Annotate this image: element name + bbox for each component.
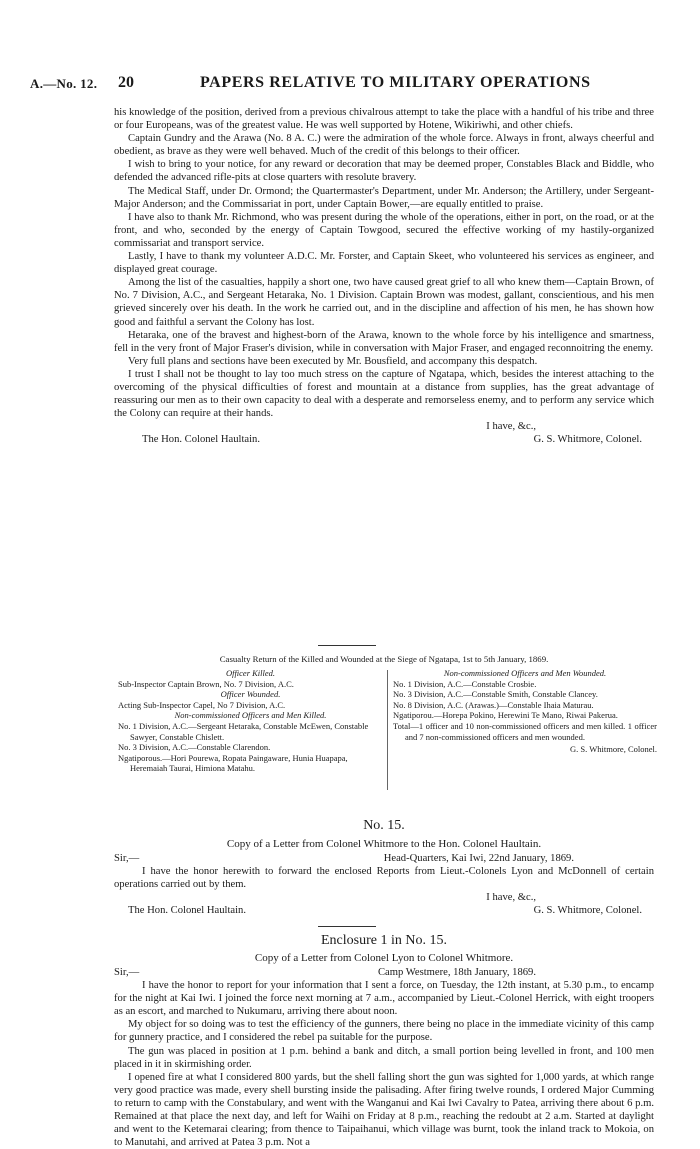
- signature: G. S. Whitmore, Colonel.: [533, 905, 642, 917]
- document-reference: A.—No. 12.: [30, 76, 98, 91]
- page-title: PAPERS RELATIVE TO MILITARY OPERATIONS: [200, 74, 591, 91]
- casualty-entry: Sub-Inspector Captain Brown, No. 7 Division, A.C.: [118, 678, 294, 689]
- section-divider: [318, 926, 376, 927]
- casualty-entry: No. 3 Division, A.C.—Constable Clarendon.: [118, 742, 271, 753]
- closing-row: [114, 433, 654, 446]
- body-paragraph: Lastly, I have to thank my volunteer A.D.C. Mr. Forster, and Captain Skeet, who volunteered his services as engineer, and displayed great courage.: [114, 251, 654, 276]
- salutation: Sir,—: [114, 853, 140, 864]
- enclosure-paragraph: My object for so doing was to test the efficiency of the gunners, there being no place in the immediate vicinity of this camp for gunnery practice, and I considered the rebel pa suitable for the purpose.: [114, 1019, 654, 1044]
- casualty-entry: Acting Sub-Inspector Capel, No 7 Division, A.C.: [118, 699, 286, 710]
- casualty-entry: No. 8 Division, A.C. (Arawas.)—Constable Ihaia Maturau.: [393, 699, 594, 710]
- column-divider: [387, 670, 388, 790]
- salutation: Sir,—: [114, 967, 140, 978]
- casualty-subheading: Non-commissioned Officers and Men Wounded.: [443, 668, 607, 678]
- body-paragraph: Among the list of the casualties, happily a short one, two have caused great grief to all who knew them—Captain Brown, of No. 7 Division, A.C., and Sergeant Hetaraka, No. 1 Division. Captain Brown was modest, gallant, conscientious, and his men grieved sincerely over his death. In the work he carried out, and in the discipline and affection of his men, he has shown how good and faithful a servant the Colony has lost.: [114, 277, 654, 328]
- addressee: The Hon. Colonel Haultain.: [142, 434, 260, 446]
- casualty-entry: Ngatiporou.—Horepa Pokino, Herewini Te Mano, Riwai Pakerua.: [393, 710, 618, 721]
- place-date: Camp Westmere, 18th January, 1869.: [377, 967, 536, 978]
- casualty-signature: G. S. Whitmore, Colonel.: [570, 744, 657, 755]
- salutation-row: [114, 852, 654, 865]
- enclosure-body: [114, 966, 654, 1149]
- casualty-subheading: Officer Wounded.: [220, 689, 281, 700]
- body-paragraph: Very full plans and sections have been executed by Mr. Bousfield, and accompany this despatch.: [128, 355, 538, 367]
- letter-number-heading: No. 15.: [363, 818, 405, 833]
- closing-ihave: I have, &c.,: [486, 892, 536, 904]
- enclosure-paragraph: The gun was placed in position at 1 p.m. behind a bank and ditch, a small portion being levelled in front, and 100 men placed in it in skirmishing order.: [114, 1045, 654, 1070]
- body-paragraph: Captain Gundry and the Arawa (No. 8 A. C.) were the admiration of the whole force. Always in front, always cheerful and obedient, as brave as they were well behaved. Much of the credit of this belongs to their officer.: [114, 133, 654, 158]
- casualty-return-title: Casualty Return of the Killed and Wounded at the Siege of Ngatapa, 1st to 5th January, 1869.: [219, 654, 549, 664]
- enclosure-paragraph: I have the honor to report for your information that I sent a force, on Tuesday, the 12th instant, at 5.30 p.m., to encamp for the night at Kai Iwi. I joined the force next morning at 7 a.m., accompanied by Lieut.-Colonel Herrick, with eight troopers as an escort, and marched to Nukumaru, arriving there about noon.: [114, 980, 654, 1018]
- body-paragraph: I wish to bring to your notice, for any reward or decoration that may be deemed proper, Constables Black and Biddle, who defended the advanced rifle-pits at close quarters with resolute bravery.: [114, 159, 654, 184]
- despatch-body: [114, 106, 654, 446]
- letter-copy-line: Copy of a Letter from Colonel Whitmore to the Hon. Colonel Haultain.: [226, 838, 542, 850]
- running-header: [0, 76, 700, 98]
- casualty-subheading: Officer Killed.: [225, 668, 276, 678]
- place-date: Head-Quarters, Kai Iwi, 22nd January, 1869.: [383, 853, 574, 864]
- casualty-subheading: Non-commissioned Officers and Men Killed.: [174, 710, 327, 721]
- letter-paragraph: I have the honor herewith to forward the enclosed Reports from Lieut.-Colonels Lyon and McDonnell of certain operations carried out by them.: [114, 866, 654, 891]
- signature: G. S. Whitmore, Colonel.: [533, 434, 642, 446]
- addressee: The Hon. Colonel Haultain.: [128, 905, 246, 917]
- section-divider: [318, 645, 376, 646]
- casualty-entry: Ngatiporous.—Hori Pourewa, Ropata Paingaware, Hunia Huapapa, Heremaiah Taurai, Himiona Matahu.: [118, 752, 348, 774]
- closing-row: [114, 904, 654, 917]
- body-paragraph: Hetaraka, one of the bravest and highest-born of the Arawa, known to the whole force by his intelligence and smartness, fell in the very front of Major Fraser's division, while in conversation with Major Fraser, and engaged reconnoitring the enemy.: [114, 329, 654, 354]
- letter-15-body: [114, 852, 654, 917]
- salutation-row: [114, 966, 654, 979]
- body-paragraph: his knowledge of the position, derived from a previous chivalrous attempt to take the place with a handful of his tribe and three or four Europeans, was of the greatest value. He was well supported by Hotene, Wikiriwhi, and other chiefs.: [114, 107, 654, 132]
- casualty-entry: No. 1 Division, A.C.—Constable Crosbie.: [393, 678, 537, 689]
- casualty-entry: No. 1 Division, A.C.—Sergeant Hetaraka, Constable McEwen, Constable Sawyer, Constable Chislett.: [118, 720, 369, 742]
- enclosure-heading: Enclosure 1 in No. 15.: [321, 933, 447, 948]
- enclosure-paragraph: I opened fire at what I considered 800 yards, but the shell falling short the gun was sighted for 1,000 yards, at which range very good practice was made, every shell bursting inside the palisading. After firing twelve rounds, I ordered Major Cumming to return to camp with the Constabulary, and went with the Wanganui and Kai Iwi Cavalry to Patea, arriving there about 6 p.m. Remained at that place the next day, and left for Waihi on Friday at 8 p.m., reaching the redoubt at 2 a.m. Started at daylight and went to the Ketemarai clearing; from thence to Taipaihanui, which village was burnt, took the inland track to Mokoia, on to Manutahi, and arrived at Patea 3 p.m. Not a: [114, 1071, 654, 1149]
- page-number: 20: [118, 74, 134, 91]
- closing-ihave: I have, &c.,: [486, 421, 536, 433]
- casualty-entry: Total—1 officer and 10 non-commissioned officers and men killed. 1 officer and 7 non-commissioned officers and men wounded.: [393, 720, 657, 742]
- body-paragraph: The Medical Staff, under Dr. Ormond; the Quartermaster's Department, under Mr. Anderson; the Artillery, under Sergeant-Major Anderson; and the Commissariat in port, under Captain Bower,—are equally entitled to praise.: [114, 185, 654, 210]
- casualty-entry: No. 3 Division, A.C.—Constable Smith, Constable Clancey.: [393, 689, 598, 700]
- body-paragraph: I have also to thank Mr. Richmond, who was present during the whole of the operations, either in port, on the road, or at the front, and who, seconded by the energy of Captain Towgood, secured the effective working of my hastily-organized commissariat and transport service.: [114, 211, 654, 249]
- enclosure-copy-line: Copy of a Letter from Colonel Lyon to Colonel Whitmore.: [254, 952, 514, 964]
- casualty-right-column: [393, 668, 657, 755]
- body-paragraph: I trust I shall not be thought to lay too much stress on the capture of Ngatapa, which, besides the interest attaching to the overcoming of the physical difficulties of forest and mountain at a distance from supplies, has the great advantage of reassuring our men as to their own capacity to deal with a desperate and remorseless enemy, and to perform any service which the Colony can require at their hands.: [114, 368, 654, 420]
- casualty-left-column: [118, 668, 383, 774]
